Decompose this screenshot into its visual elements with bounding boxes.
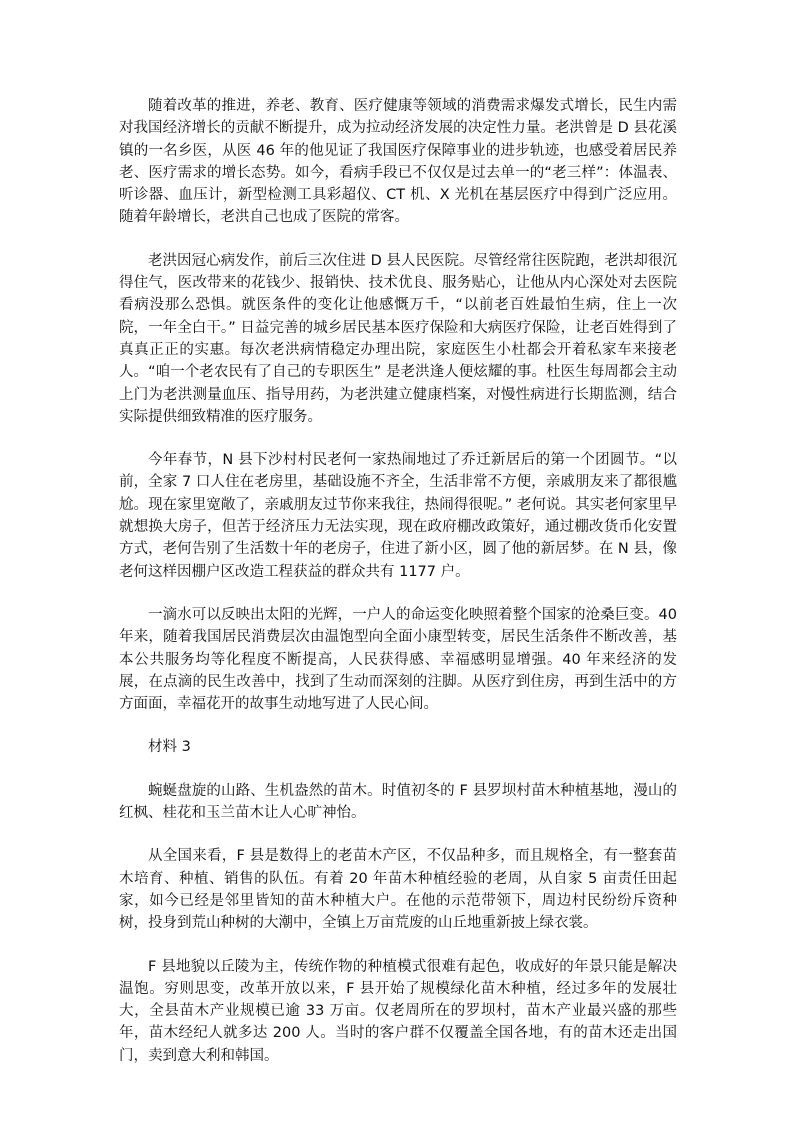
paragraph-6: 从全国来看，F 县是数得上的老苗木产区，不仅品种多，而且规格全，有一整套苗木培育、种植、销售的队伍。有着 20 年苗木种植经验的老周，从自家 5 亩责任田起家，如今已经是邻里皆知的苗木种植大户。在他的示范带领下，周边村民纷纷斥资种树，投身到荒山种树的大潮中，全镇上万亩荒废的山丘地重新披上绿衣裳。: [119, 848, 677, 932]
section-title: 材料 3: [148, 739, 191, 756]
paragraph-1: 随着改革的推进，养老、教育、医疗健康等领域的消费需求爆发式增长，民生内需对我国经济增长的贡献不断提升，成为拉动经济发展的决定性力量。老洪曾是 D 县花溪镇的一名乡医，从医 46 年的他见证了我国医疗保障事业的进步轨迹，也感受着居民养老、医疗需求的增长态势。如今，看病手段已不仅仅是过去单一的“老三样”：体温表、听诊器、血压计，新型检测工具彩超仪、CT 机、X 光机在基层医疗中得到广泛应用。随着年龄增长，老洪自己也成了医院的常客。: [119, 98, 677, 226]
document-page: [119, 95, 677, 1088]
paragraph-4: 一滴水可以反映出太阳的光辉，一户人的命运变化映照着整个国家的沧桑巨变。40 年来，随着我国居民消费层次由温饱型向全面小康型转变，居民生活条件不断改善，基本公共服务均等化程度不断提高，人民获得感、幸福感明显增强。40 年来经济的发展，在点滴的民生改善中，找到了生动而深刻的注脚。从医疗到住房，再到生活中的方方面面，幸福花开的故事生动地写进了人民心间。: [119, 606, 677, 713]
paragraph-3: 今年春节，N 县下沙村村民老何一家热闹地过了乔迁新居后的第一个团圆节。“以前，全家 7 口人住在老房里，基础设施不齐全，生活非常不方便，亲戚朋友来了都很尴尬。现在家里宽敞了，亲戚朋友过节你来我往，热闹得很呢。” 老何说。其实老何家里早就想换大房子，但苦于经济压力无法实现，现在政府棚改政策好，通过棚改货币化安置方式，老何告别了生活数十年的老房子，住进了新小区，圆了他的新居梦。在 N 县，像老何这样因棚户区改造工程获益的群众共有 1177 户。: [119, 452, 677, 580]
paragraph-2: 老洪因冠心病发作，前后三次住进 D 县人民医院。尽管经常往医院跑，老洪却很沉得住气，医改带来的花钱少、报销快、技术优良、服务贴心，让他从内心深处对去医院看病没那么恐惧。就医条件的变化让他感慨万千，“以前老百姓最怕生病，住上一次院，一年全白干。” 日益完善的城乡居民基本医疗保险和大病医疗保险，让老百姓得到了真真正正的实惠。每次老洪病情稳定办理出院，家庭医生小杜都会开着私家车来接老人。“咱一个老农民有了自己的专职医生” 是老洪逢人便炫耀的事。杜医生每周都会主动上门为老洪测量血压、指导用药，为老洪建立健康档案，对慢性病进行长期监测，结合实际提供细致精准的医疗服务。: [119, 252, 677, 425]
paragraph-7: F 县地貌以丘陵为主，传统作物的种植模式很难有起色，收成好的年景只能是解决温饱。穷则思变，改革开放以来，F 县开始了规模绿化苗木种植，经过多年的发展壮大，全县苗木产业规模已逾 33 万亩。仅老周所在的罗坝村，苗木产业最兴盛的那些年，苗木经纪人就多达 200 人。当时的客户群不仅覆盖全国各地，有的苗木还走出国门，卖到意大利和韩国。: [119, 958, 677, 1064]
paragraph-5: 蜿蜒盘旋的山路、生机盎然的苗木。时值初冬的 F 县罗坝村苗木种植基地，漫山的红枫、桂花和玉兰苗木让人心旷神怡。: [119, 782, 677, 822]
